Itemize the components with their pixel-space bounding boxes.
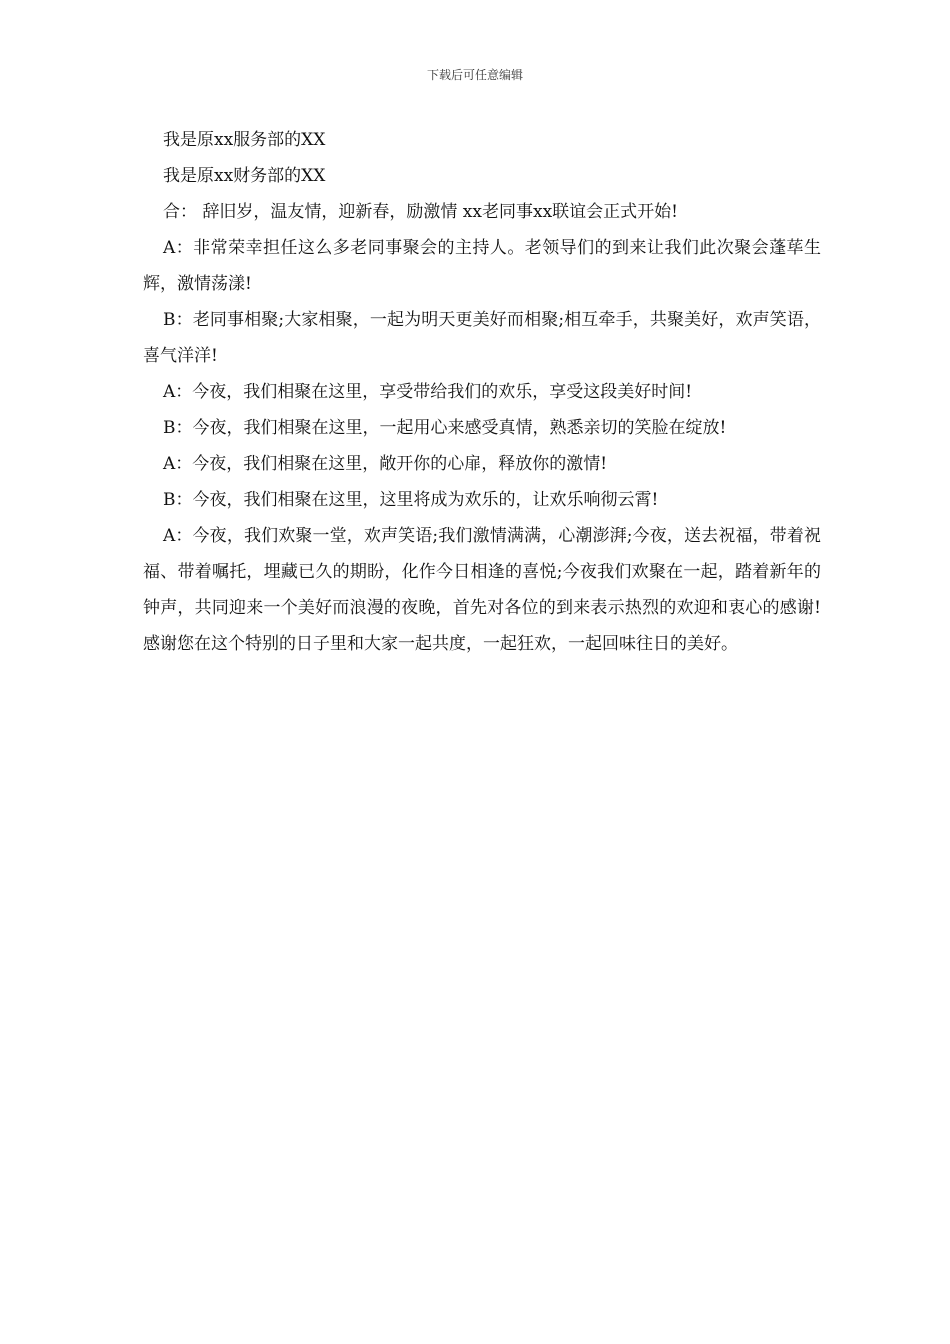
paragraph-9: B：今夜，我们相聚在这里，这里将成为欢乐的，让欢乐响彻云霄! — [163, 490, 659, 510]
paragraph-5: B：老同事相聚;大家相聚，一起为明天更美好而相聚;相互牵手，共聚美好，欢声笑语，喜气洋洋! — [143, 310, 821, 366]
paragraph-7: B：今夜，我们相聚在这里，一起用心来感受真情，熟悉亲切的笑脸在绽放! — [163, 418, 727, 438]
paragraph-4: A：非常荣幸担任这么多老同事聚会的主持人。老领导们的到来让我们此次聚会蓬荜生辉，激情荡漾! — [143, 238, 821, 294]
paragraph-6: A：今夜，我们相聚在这里，享受带给我们的欢乐，享受这段美好时间! — [163, 382, 693, 402]
paragraph-3: 合： 辞旧岁，温友情，迎新春，励激情 xx老同事xx联谊会正式开始! — [163, 202, 678, 222]
paragraph-8: A：今夜，我们相聚在这里，敞开你的心扉，释放你的激情! — [163, 454, 608, 474]
paragraph-1: 我是原xx服务部的XX — [163, 130, 326, 150]
paragraph-10: A：今夜，我们欢聚一堂，欢声笑语;我们激情满满，心潮澎湃;今夜，送去祝福，带着祝福、带着嘱托，埋藏已久的期盼，化作今日相逢的喜悦;今夜我们欢聚在一起，踏着新年的钟声，共同迎来一个美好而浪漫的夜晚，首先对各位的到来表示热烈的欢迎和衷心的感谢!感谢您在这个特别的日子里和大家一起共度，一起狂欢，一起回味往日的美好。 — [143, 526, 821, 654]
paragraph-2: 我是原xx财务部的XX — [163, 166, 326, 186]
page-header-note: 下载后可任意编辑 — [426, 68, 523, 82]
document-body — [143, 122, 821, 662]
